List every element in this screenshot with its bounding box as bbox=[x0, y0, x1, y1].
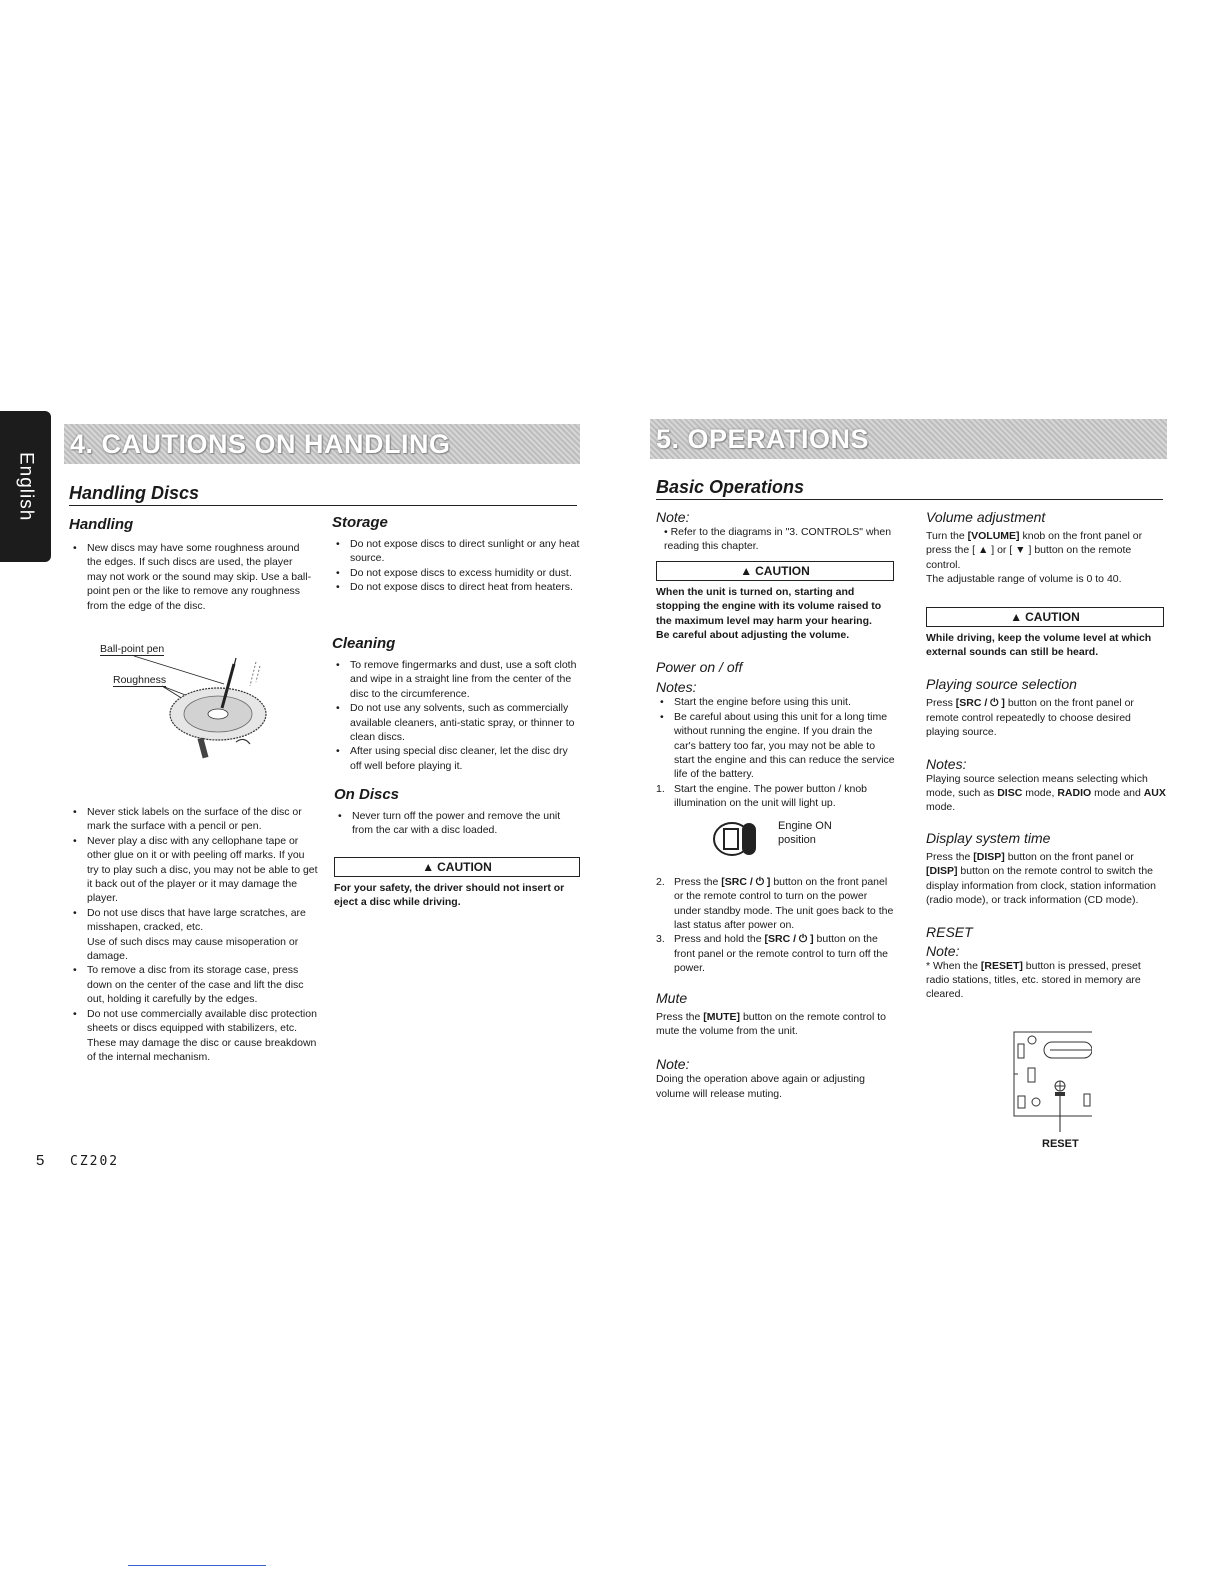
page-number: 5 bbox=[36, 1152, 45, 1169]
link-underline bbox=[128, 1565, 266, 1566]
mute-title: Mute bbox=[656, 989, 688, 1006]
ignition-key-icon bbox=[712, 819, 768, 859]
model-name: CZ202 bbox=[70, 1154, 120, 1169]
caution-warning: When the unit is turned on, starting and stopping the engine with its volume raised to the maximum level may harm your hearing. bbox=[656, 585, 882, 627]
source-title: Playing source selection bbox=[926, 676, 1077, 693]
reset-note-title: Note: bbox=[926, 942, 960, 959]
warning-icon: ▲ bbox=[422, 859, 435, 874]
warning-icon: ▲ bbox=[1010, 609, 1023, 624]
cleaning-list bbox=[332, 658, 580, 773]
list-item: • Do not expose discs to excess humidity or dust. bbox=[332, 566, 580, 580]
handling-section bbox=[69, 516, 314, 613]
handling-list-2 bbox=[69, 805, 319, 1064]
operations-banner bbox=[650, 419, 1167, 459]
caution-label: CAUTION bbox=[755, 563, 810, 578]
handling-title: Handling bbox=[69, 516, 134, 533]
on-discs-list bbox=[334, 809, 582, 838]
reset-figure bbox=[1010, 1030, 1092, 1155]
disc-illustration bbox=[96, 642, 286, 767]
step-item: 1. Start the engine. The power button / knob illumination on the unit will light up. bbox=[656, 782, 868, 810]
list-item: • Do not expose discs to direct heat from heaters. bbox=[332, 580, 580, 594]
list-item bbox=[69, 906, 319, 964]
ballpoint-pen-label: Ball-point pen bbox=[100, 643, 165, 655]
handling-discs-heading: Handling Discs bbox=[69, 483, 577, 506]
volume-range: The adjustable range of volume is 0 to 40. bbox=[926, 573, 1122, 586]
source-text: Press [SRC / ⏻ ] button on the front panel or remote control repeatedly to choose desired playing source. bbox=[926, 697, 1134, 739]
handling-more bbox=[69, 805, 319, 1064]
cleaning-section bbox=[332, 635, 580, 773]
basic-operations-heading: Basic Operations bbox=[656, 477, 1163, 500]
source-notes-title: Notes: bbox=[926, 755, 967, 772]
list-item: • Do not expose discs to direct sunlight or any heat source. bbox=[332, 537, 580, 566]
mute-text: Press the [MUTE] button on the remote control to mute the volume from the unit. bbox=[656, 1010, 886, 1037]
power-steps-2 bbox=[656, 875, 896, 976]
caution-warning: For your safety, the driver should not insert or eject a disc while driving. bbox=[334, 881, 565, 909]
volume-text: Turn the [VOLUME] knob on the front panel or press the [ ▲ ] or [ ▼ ] button on the remote control. bbox=[926, 530, 1143, 571]
storage-title: Storage bbox=[332, 514, 388, 531]
storage-section bbox=[332, 514, 580, 595]
list-item: • To remove fingermarks and dust, use a soft cloth and wipe in a straight line from the center of the disc to the circumference. bbox=[332, 658, 580, 701]
cautions-banner-title: 4. CAUTIONS ON HANDLING bbox=[70, 428, 451, 459]
caution-box bbox=[926, 607, 1164, 627]
operations-col-2 bbox=[926, 509, 1166, 1002]
step-item: 3. Press and hold the [SRC / ⏻ ] button on the front panel or the remote control to turn off the power. bbox=[656, 933, 889, 975]
caution-box bbox=[334, 857, 580, 877]
power-steps bbox=[656, 782, 896, 811]
list-item-text: Do not use discs that have large scratches, are misshapen, cracked, etc. bbox=[87, 906, 306, 934]
list-item: • To remove a disc from its storage case, press down on the center of the case and lift the disc out, holding it carefully by the edges. bbox=[69, 963, 319, 1006]
caution-warning: Be careful about adjusting the volume. bbox=[656, 629, 850, 642]
on-discs-section bbox=[334, 786, 582, 910]
cleaning-title: Cleaning bbox=[332, 635, 396, 652]
list-item: • Never stick labels on the surface of the disc or mark the surface with a pencil or pen. bbox=[69, 805, 319, 834]
operations-col-1 bbox=[656, 509, 896, 1101]
operations-banner-title: 5. OPERATIONS bbox=[656, 423, 870, 454]
language-tab bbox=[0, 411, 51, 562]
display-text: Press the [DISP] button on the front panel or [DISP] button on the remote control to switch the display information from clock, station information (radio mode), or track information (CD mode). bbox=[926, 850, 1156, 907]
volume-title: Volume adjustment bbox=[926, 509, 1046, 525]
cautions-banner bbox=[64, 424, 580, 464]
display-title: Display system time bbox=[926, 829, 1051, 846]
list-item: • Do not use any solvents, such as commercially available cleaners, anti-static spray, or thinner to clean discs. bbox=[332, 701, 580, 744]
note-title: Note: bbox=[656, 509, 690, 525]
mute-note: Doing the operation above again or adjusting volume will release muting. bbox=[656, 1073, 865, 1100]
list-item: • Be careful about using this unit for a long time without running the engine. If you drain the car's battery too far, you may not be able to start the engine and this can reduce the service life of the battery. bbox=[656, 710, 896, 782]
warning-icon: ▲ bbox=[740, 563, 753, 578]
caution-warning: While driving, keep the volume level at which external sounds can still be heard. bbox=[926, 631, 1152, 659]
list-item: • Never play a disc with any cellophane tape or other glue on it or with peeling off marks. If you try to play such a disc, you may not be able to get it back out of the player or it may damage the player. bbox=[69, 834, 319, 906]
list-item: • After using special disc cleaner, let the disc dry off well before playing it. bbox=[332, 744, 580, 773]
roughness-label: Roughness bbox=[113, 674, 167, 686]
engine-on-label: Engine ON position bbox=[778, 819, 832, 847]
reset-title: RESET bbox=[926, 923, 973, 940]
handling-list bbox=[69, 541, 314, 613]
reset-note: * When the [RESET] button is pressed, preset radio stations, titles, etc. stored in memory are cleared. bbox=[926, 959, 1141, 1001]
list-item: • Never turn off the power and remove the unit from the car with a disc loaded. bbox=[334, 809, 582, 838]
list-item: • Start the engine before using this unit. bbox=[656, 695, 896, 709]
unit-back-panel-illustration bbox=[1010, 1030, 1092, 1135]
caution-label: CAUTION bbox=[1025, 609, 1080, 624]
misoperation-note: Use of such discs may cause misoperation or damage. bbox=[87, 935, 299, 963]
list-item: • Do not use commercially available disc protection sheets or discs equipped with stabilizers, etc. These may damage the disc or cause breakdown of the internal mechanism. bbox=[69, 1007, 319, 1065]
step-item: 2. Press the [SRC / ⏻ ] button on the front panel or the remote control to turn on the power under standby mode. The unit goes back to the last status after power on. bbox=[656, 875, 894, 931]
power-notes bbox=[656, 695, 896, 781]
power-notes-title: Notes: bbox=[656, 679, 697, 696]
list-item: • New discs may have some roughness around the edges. If such discs are used, the player may not work or the sound may skip. Use a ball-point pen or the like to remove any roughness from the edge of the disc. bbox=[69, 541, 314, 613]
note-text: • Refer to the diagrams in "3. CONTROLS" when reading this chapter. bbox=[664, 526, 892, 553]
source-notes: Playing source selection means selecting which mode, such as DISC mode, RADIO mode and AUX mode. bbox=[926, 772, 1166, 814]
on-discs-title: On Discs bbox=[334, 786, 400, 803]
mute-note-title: Note: bbox=[656, 1056, 690, 1073]
disc-figure bbox=[96, 642, 286, 767]
power-title: Power on / off bbox=[656, 659, 743, 676]
storage-list bbox=[332, 537, 580, 595]
reset-label: RESET bbox=[1042, 1138, 1079, 1150]
caution-label: CAUTION bbox=[437, 859, 492, 874]
caution-box bbox=[656, 561, 894, 581]
engine-figure bbox=[656, 811, 896, 869]
language-label: English bbox=[15, 451, 37, 522]
